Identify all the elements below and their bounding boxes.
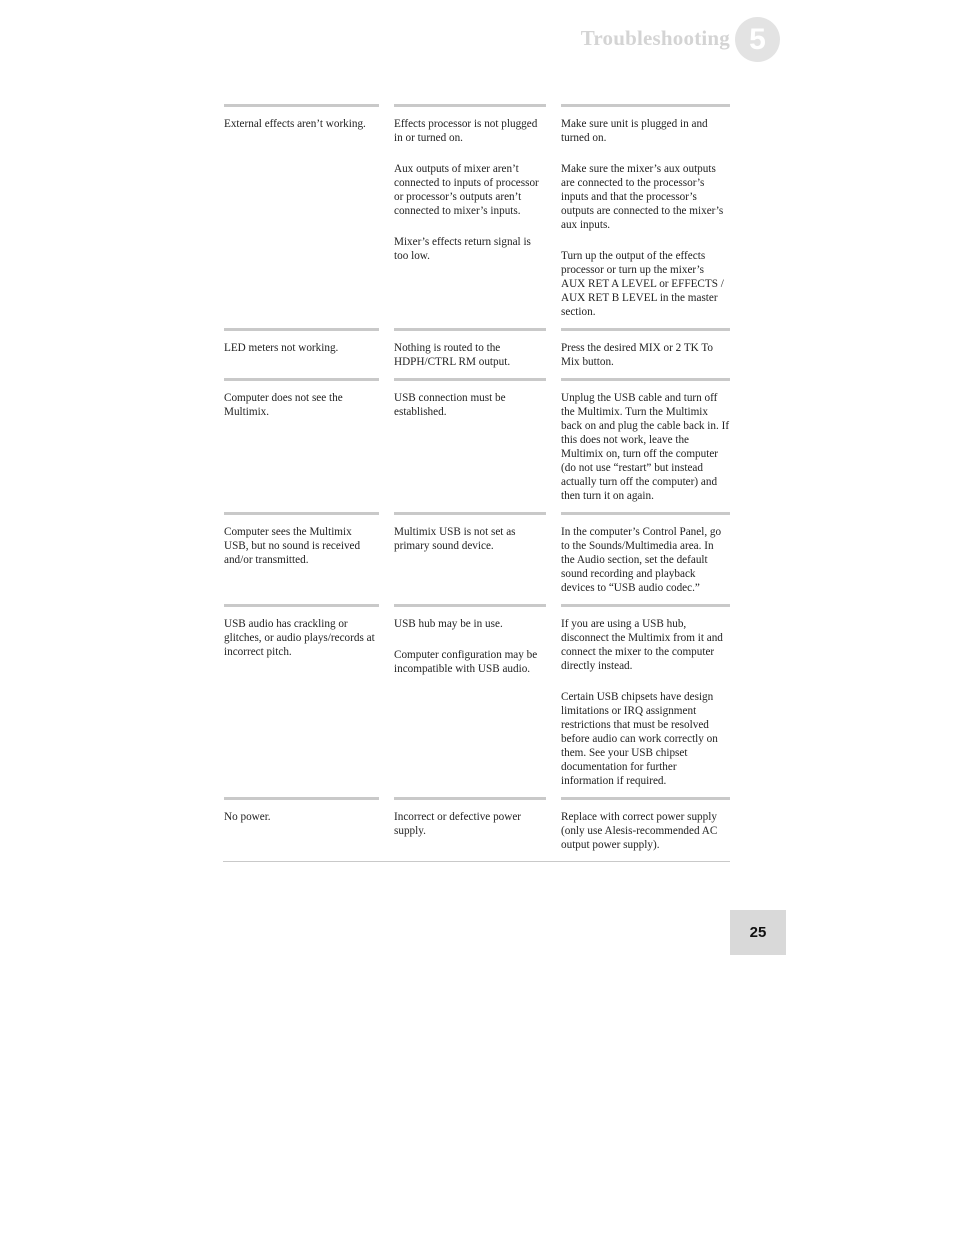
table-bottom-rule [223, 861, 730, 862]
table-row [224, 797, 730, 861]
cause-cell [394, 378, 546, 512]
symptom-text: Computer does not see the Multimix. [224, 392, 343, 418]
solution-text: Make sure unit is plugged in and turned on. [561, 118, 708, 144]
table-row [224, 378, 730, 512]
table-row [224, 604, 730, 797]
solution-text: Replace with correct power supply (only use Alesis-recommended AC output power supply). [561, 811, 718, 851]
cause-text: USB connection must be established. [394, 392, 506, 418]
cause-cell [394, 604, 546, 797]
solution-text: In the computer’s Control Panel, go to the Sounds/Multimedia area. In the Audio section, set the default sound recording and playback devices to “USB audio codec.” [561, 526, 722, 594]
symptom-cell [224, 328, 379, 378]
cause-text: Multimix USB is not set as primary sound device. [394, 526, 516, 552]
table-row [224, 512, 730, 604]
solution-text: If you are using a USB hub, disconnect the Multimix from it and connect the mixer to the computer directly instead. [561, 618, 723, 672]
solution-text: Press the desired MIX or 2 TK To Mix button. [561, 342, 713, 368]
solution-text: Unplug the USB cable and turn off the Multimix. Turn the Multimix back on and plug the cable back in. If this does not work, leave the Multimix on, turn off the computer (do not use “restart” but instead actually turn off the computer) and then turn it on again. [561, 392, 730, 502]
symptom-cell [224, 797, 379, 861]
page-number: 25 [730, 910, 786, 955]
solution-cell [561, 797, 730, 861]
troubleshooting-table [224, 104, 730, 862]
solution-cell [561, 512, 730, 604]
symptom-cell [224, 512, 379, 604]
table-row [224, 328, 730, 378]
solution-cell [561, 604, 730, 797]
symptom-text: No power. [224, 811, 271, 823]
symptom-text: LED meters not working. [224, 342, 339, 354]
solution-text: Certain USB chipsets have design limitations or IRQ assignment restrictions that must be resolved before audio can work correctly on them. See your USB chipset documentation for further information if required. [561, 691, 718, 787]
solution-text: Make sure the mixer’s aux outputs are connected to the processor’s inputs and that the processor’s outputs are connected to the mixer’s aux inputs. [561, 163, 724, 231]
cause-text: Effects processor is not plugged in or turned on. [394, 118, 538, 144]
cause-text: USB hub may be in use. [394, 618, 503, 630]
cause-cell [394, 104, 546, 328]
cause-cell [394, 328, 546, 378]
cause-text: Mixer’s effects return signal is too low. [394, 236, 531, 262]
solution-cell [561, 328, 730, 378]
symptom-text: Computer sees the Multimix USB, but no sound is received and/or transmitted. [224, 526, 361, 566]
symptom-text: USB audio has crackling or glitches, or audio plays/records at incorrect pitch. [224, 618, 375, 658]
symptom-cell [224, 378, 379, 512]
symptom-text: External effects aren’t working. [224, 118, 366, 130]
chapter-number-badge: 5 [735, 17, 780, 62]
cause-text: Nothing is routed to the HDPH/CTRL RM output. [394, 342, 511, 368]
cause-text: Aux outputs of mixer aren’t connected to inputs of processor or processor’s outputs aren’t connected to mixer’s inputs. [394, 163, 539, 217]
symptom-cell [224, 604, 379, 797]
table-row [224, 104, 730, 328]
cause-text: Computer configuration may be incompatible with USB audio. [394, 649, 538, 675]
cause-cell [394, 512, 546, 604]
symptom-cell [224, 104, 379, 328]
solution-cell [561, 378, 730, 512]
section-title: Troubleshooting [580, 26, 730, 50]
cause-text: Incorrect or defective power supply. [394, 811, 522, 837]
cause-cell [394, 797, 546, 861]
solution-cell [561, 104, 730, 328]
solution-text: Turn up the output of the effects processor or turn up the mixer’s AUX RET A LEVEL or EFFECTS / AUX RET B LEVEL in the master section. [561, 250, 724, 318]
